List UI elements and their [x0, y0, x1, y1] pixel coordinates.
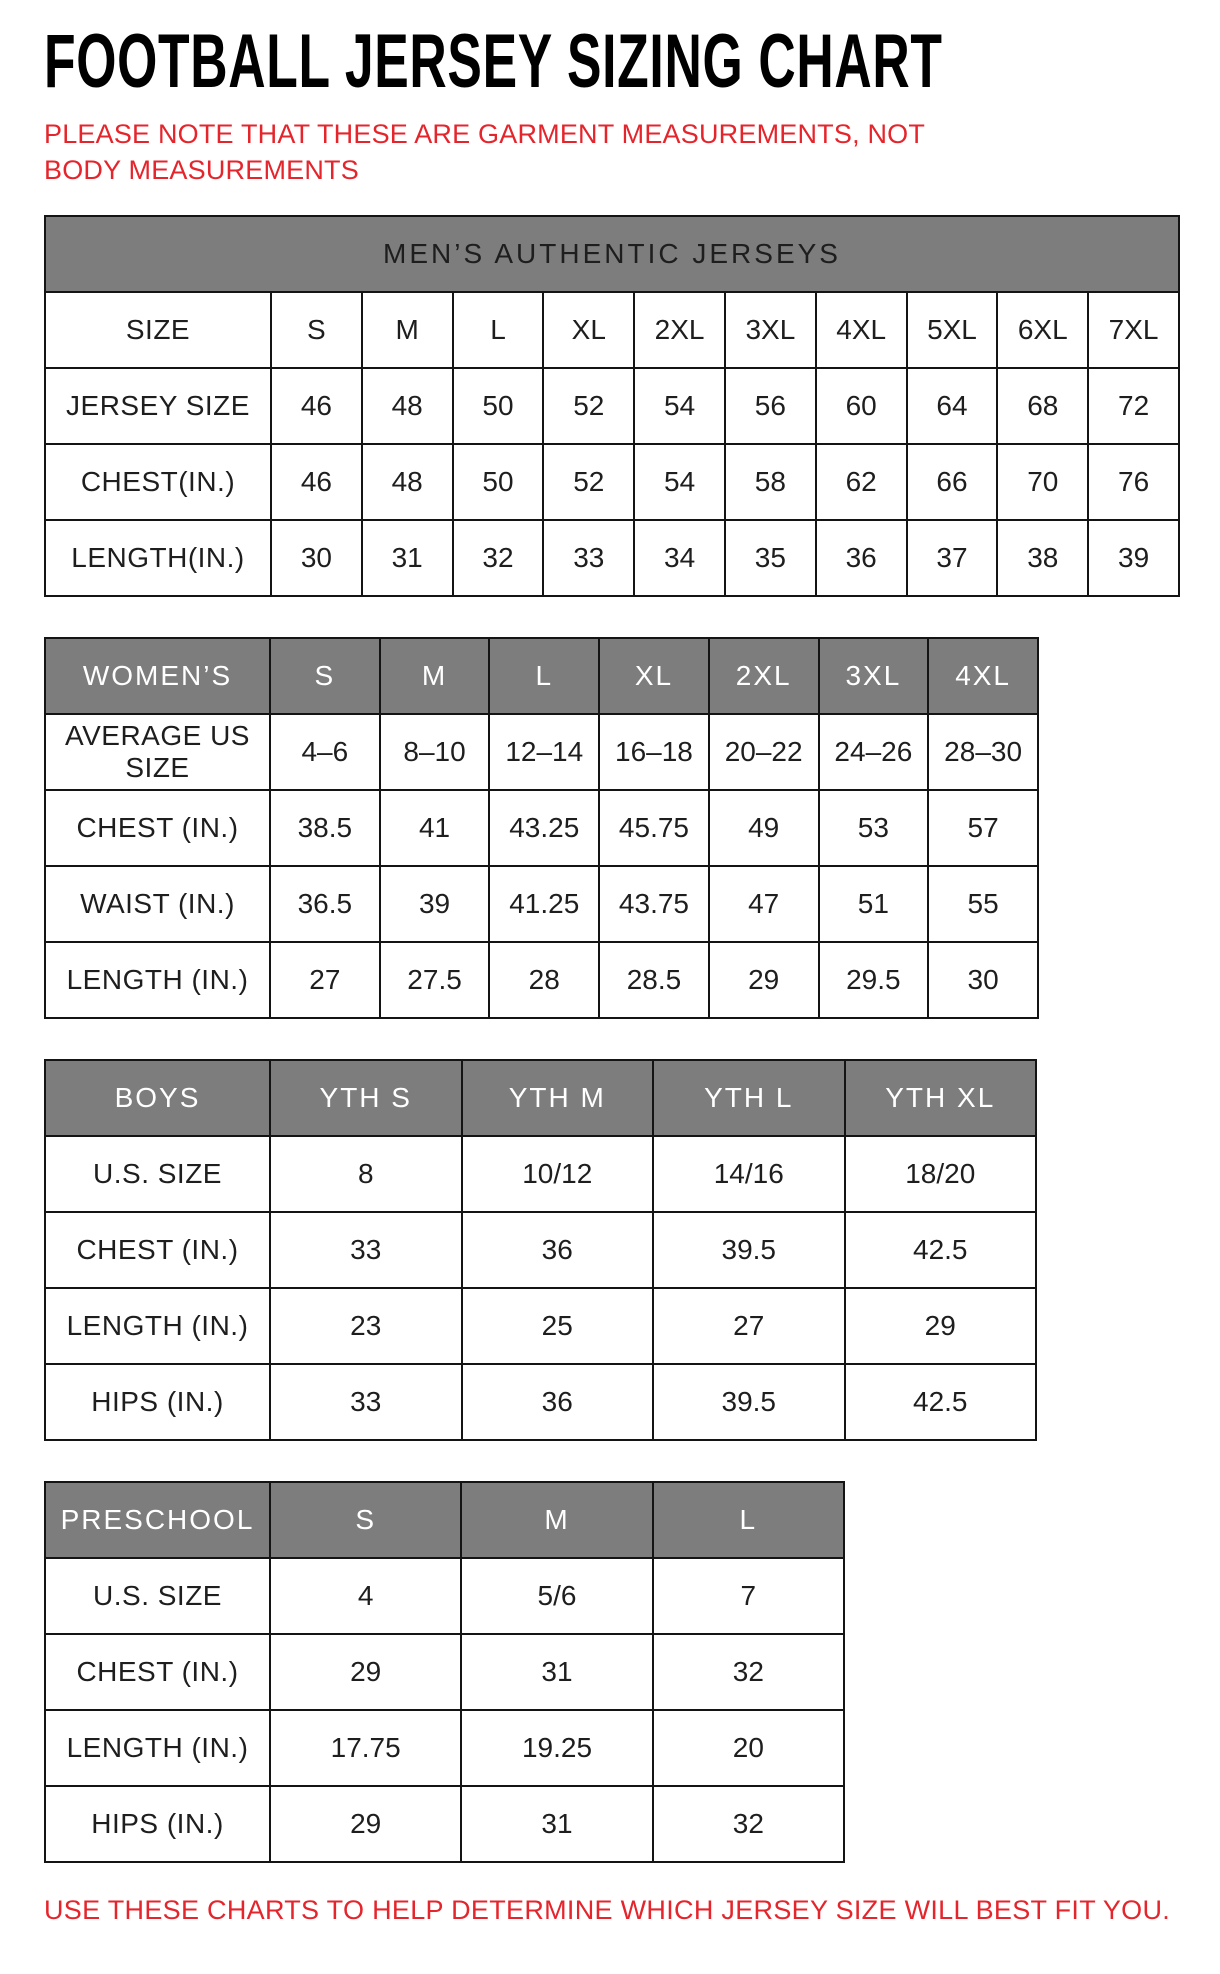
preschool-value-cell: 17.75	[270, 1710, 461, 1786]
boys-value-cell: 42.5	[845, 1364, 1037, 1440]
preschool-size-table	[44, 1481, 845, 1863]
mens-value-cell: 64	[907, 368, 998, 444]
preschool-row-label: CHEST (IN.)	[45, 1634, 270, 1710]
mens-value-cell: 46	[271, 444, 362, 520]
womens-value-cell: 47	[709, 866, 819, 942]
womens-value-cell: 43.75	[599, 866, 709, 942]
womens-value-cell: 53	[819, 790, 929, 866]
mens-row	[45, 444, 1179, 520]
womens-column-header: XL	[599, 638, 709, 714]
womens-column-header: 3XL	[819, 638, 929, 714]
preschool-row-label: HIPS (IN.)	[45, 1786, 270, 1862]
mens-value-cell: 70	[997, 444, 1088, 520]
mens-value-cell: 33	[543, 520, 634, 596]
mens-value-cell: M	[362, 292, 453, 368]
preschool-value-cell: 19.25	[461, 1710, 652, 1786]
womens-value-cell: 8–10	[380, 714, 490, 790]
boys-column-header: YTH L	[653, 1060, 845, 1136]
womens-value-cell: 20–22	[709, 714, 819, 790]
boys-value-cell: 39.5	[653, 1364, 845, 1440]
boys-header-row	[45, 1060, 1036, 1136]
boys-value-cell: 39.5	[653, 1212, 845, 1288]
womens-value-cell: 30	[928, 942, 1038, 1018]
boys-row-label: U.S. SIZE	[45, 1136, 270, 1212]
boys-size-table	[44, 1059, 1037, 1441]
preschool-row-label: U.S. SIZE	[45, 1558, 270, 1634]
boys-value-cell: 25	[462, 1288, 654, 1364]
mens-value-cell: 58	[725, 444, 816, 520]
boys-value-cell: 42.5	[845, 1212, 1037, 1288]
womens-value-cell: 39	[380, 866, 490, 942]
womens-value-cell: 38.5	[270, 790, 380, 866]
mens-row-label: LENGTH(IN.)	[45, 520, 271, 596]
boys-value-cell: 36	[462, 1212, 654, 1288]
mens-row-label: SIZE	[45, 292, 271, 368]
boys-value-cell: 29	[845, 1288, 1037, 1364]
preschool-value-cell: 29	[270, 1634, 461, 1710]
boys-value-cell: 36	[462, 1364, 654, 1440]
preschool-value-cell: 20	[653, 1710, 844, 1786]
mens-value-cell: 34	[634, 520, 725, 596]
womens-size-table	[44, 637, 1039, 1019]
mens-value-cell: 2XL	[634, 292, 725, 368]
mens-value-cell: 30	[271, 520, 362, 596]
womens-value-cell: 45.75	[599, 790, 709, 866]
boys-value-cell: 27	[653, 1288, 845, 1364]
womens-row-label: LENGTH (IN.)	[45, 942, 270, 1018]
mens-value-cell: 37	[907, 520, 998, 596]
womens-column-header: L	[489, 638, 599, 714]
womens-value-cell: 4–6	[270, 714, 380, 790]
womens-value-cell: 49	[709, 790, 819, 866]
womens-value-cell: 27	[270, 942, 380, 1018]
boys-row-label: HIPS (IN.)	[45, 1364, 270, 1440]
mens-value-cell: 7XL	[1088, 292, 1179, 368]
boys-value-cell: 14/16	[653, 1136, 845, 1212]
mens-value-cell: S	[271, 292, 362, 368]
garment-measurements-note: PLEASE NOTE THAT THESE ARE GARMENT MEASUREMENTS, NOT BODY MEASUREMENTS	[44, 119, 925, 186]
boys-row	[45, 1136, 1036, 1212]
mens-value-cell: 46	[271, 368, 362, 444]
boys-value-cell: 23	[270, 1288, 462, 1364]
mens-value-cell: 54	[634, 444, 725, 520]
womens-row	[45, 866, 1038, 942]
mens-value-cell: 35	[725, 520, 816, 596]
womens-row	[45, 714, 1038, 790]
mens-value-cell: 32	[453, 520, 544, 596]
mens-value-cell: 62	[816, 444, 907, 520]
mens-value-cell: 5XL	[907, 292, 998, 368]
womens-value-cell: 41	[380, 790, 490, 866]
preschool-value-cell: 5/6	[461, 1558, 652, 1634]
mens-value-cell: 48	[362, 444, 453, 520]
womens-value-cell: 51	[819, 866, 929, 942]
womens-column-header: M	[380, 638, 490, 714]
womens-column-header: S	[270, 638, 380, 714]
womens-row	[45, 790, 1038, 866]
womens-value-cell: 43.25	[489, 790, 599, 866]
mens-value-cell: 31	[362, 520, 453, 596]
boys-value-cell: 8	[270, 1136, 462, 1212]
preschool-value-cell: 4	[270, 1558, 461, 1634]
preschool-value-cell: 29	[270, 1786, 461, 1862]
mens-value-cell: 48	[362, 368, 453, 444]
mens-value-cell: 6XL	[997, 292, 1088, 368]
womens-value-cell: 12–14	[489, 714, 599, 790]
mens-size-table	[44, 215, 1180, 597]
mens-value-cell: 54	[634, 368, 725, 444]
mens-banner-row	[45, 216, 1179, 292]
womens-value-cell: 55	[928, 866, 1038, 942]
preschool-value-cell: 32	[653, 1786, 844, 1862]
boys-row	[45, 1288, 1036, 1364]
womens-row	[45, 942, 1038, 1018]
mens-value-cell: 39	[1088, 520, 1179, 596]
mens-value-cell: 52	[543, 444, 634, 520]
preschool-header-row	[45, 1482, 844, 1558]
womens-header-label: WOMEN’S	[45, 638, 270, 714]
womens-column-header: 2XL	[709, 638, 819, 714]
boys-header-label: BOYS	[45, 1060, 270, 1136]
boys-column-header: YTH S	[270, 1060, 462, 1136]
boys-column-header: YTH XL	[845, 1060, 1037, 1136]
mens-value-cell: 68	[997, 368, 1088, 444]
preschool-column-header: M	[461, 1482, 652, 1558]
preschool-value-cell: 32	[653, 1634, 844, 1710]
womens-value-cell: 24–26	[819, 714, 929, 790]
mens-value-cell: 4XL	[816, 292, 907, 368]
preschool-column-header: L	[653, 1482, 844, 1558]
womens-value-cell: 28	[489, 942, 599, 1018]
boys-row	[45, 1212, 1036, 1288]
preschool-row	[45, 1710, 844, 1786]
womens-value-cell: 16–18	[599, 714, 709, 790]
mens-value-cell: 76	[1088, 444, 1179, 520]
preschool-row	[45, 1558, 844, 1634]
page-title	[44, 19, 1180, 104]
womens-value-cell: 27.5	[380, 942, 490, 1018]
mens-row	[45, 292, 1179, 368]
size-tables-container	[44, 215, 1180, 1863]
womens-header-row	[45, 638, 1038, 714]
preschool-header-label: PRESCHOOL	[45, 1482, 270, 1558]
preschool-value-cell: 31	[461, 1786, 652, 1862]
footer-note: USE THESE CHARTS TO HELP DETERMINE WHICH JERSEY SIZE WILL BEST FIT YOU.	[44, 1894, 1171, 1925]
mens-value-cell: 36	[816, 520, 907, 596]
mens-value-cell: 52	[543, 368, 634, 444]
mens-value-cell: 50	[453, 444, 544, 520]
mens-value-cell: 38	[997, 520, 1088, 596]
womens-value-cell: 36.5	[270, 866, 380, 942]
mens-value-cell: 3XL	[725, 292, 816, 368]
preschool-row-label: LENGTH (IN.)	[45, 1710, 270, 1786]
womens-value-cell: 57	[928, 790, 1038, 866]
boys-value-cell: 10/12	[462, 1136, 654, 1212]
mens-banner: MEN’S AUTHENTIC JERSEYS	[45, 216, 1179, 292]
boys-value-cell: 33	[270, 1212, 462, 1288]
womens-value-cell: 29	[709, 942, 819, 1018]
preschool-row	[45, 1786, 844, 1862]
boys-column-header: YTH M	[462, 1060, 654, 1136]
mens-value-cell: L	[453, 292, 544, 368]
mens-value-cell: XL	[543, 292, 634, 368]
womens-value-cell: 28–30	[928, 714, 1038, 790]
boys-value-cell: 33	[270, 1364, 462, 1440]
boys-row	[45, 1364, 1036, 1440]
preschool-row	[45, 1634, 844, 1710]
womens-row-label: WAIST (IN.)	[45, 866, 270, 942]
womens-value-cell: 41.25	[489, 866, 599, 942]
womens-row-label: AVERAGE US SIZE	[45, 714, 270, 790]
womens-value-cell: 28.5	[599, 942, 709, 1018]
mens-row	[45, 368, 1179, 444]
mens-row	[45, 520, 1179, 596]
mens-row-label: CHEST(IN.)	[45, 444, 271, 520]
mens-value-cell: 56	[725, 368, 816, 444]
boys-value-cell: 18/20	[845, 1136, 1037, 1212]
preschool-value-cell: 31	[461, 1634, 652, 1710]
mens-value-cell: 50	[453, 368, 544, 444]
mens-value-cell: 72	[1088, 368, 1179, 444]
page-title-text: FOOTBALL JERSEY SIZING CHART	[44, 19, 943, 104]
mens-value-cell: 60	[816, 368, 907, 444]
mens-row-label: JERSEY SIZE	[45, 368, 271, 444]
preschool-value-cell: 7	[653, 1558, 844, 1634]
mens-value-cell: 66	[907, 444, 998, 520]
boys-row-label: CHEST (IN.)	[45, 1212, 270, 1288]
womens-row-label: CHEST (IN.)	[45, 790, 270, 866]
boys-row-label: LENGTH (IN.)	[45, 1288, 270, 1364]
preschool-column-header: S	[270, 1482, 461, 1558]
womens-column-header: 4XL	[928, 638, 1038, 714]
womens-value-cell: 29.5	[819, 942, 929, 1018]
